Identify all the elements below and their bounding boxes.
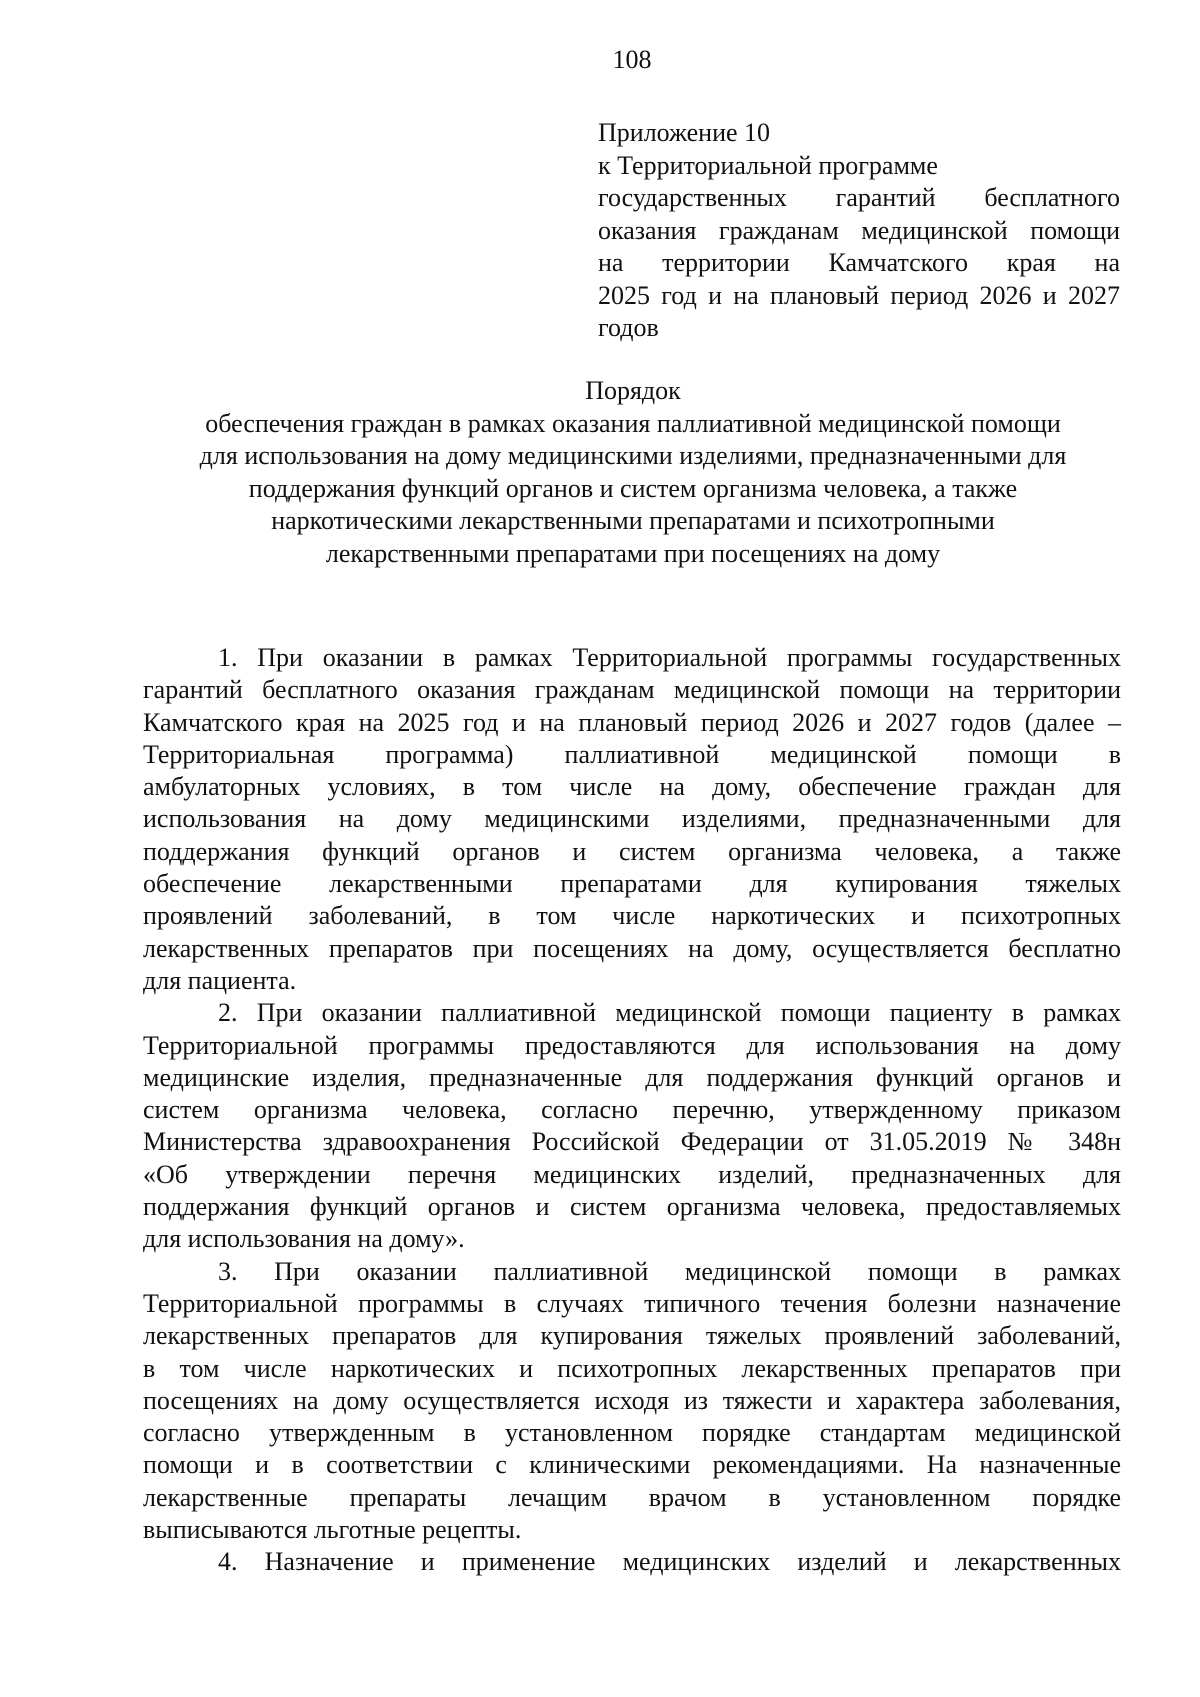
paragraph-3-line: выписываются льготные рецепты. [143, 1515, 522, 1545]
paragraph-1-line: Территориальная программа) паллиативной медицинской помощи в [143, 739, 1121, 769]
title-line: поддержания функций органов и систем организма человека, а также [248, 473, 1018, 503]
appendix-header [598, 117, 1120, 345]
paragraph-1-line: поддержания функций органов и систем организма человека, а также [143, 836, 1121, 866]
page-number: 108 [612, 45, 652, 74]
paragraph-1-line: гарантий бесплатного оказания гражданам медицинской помощи на территории [143, 675, 1121, 705]
title-line: для использования на дому медицинскими изделиями, предназначенными для [199, 441, 1067, 470]
paragraph-3-line: согласно утвержденным в установленном порядке стандартам медицинской [143, 1418, 1121, 1448]
appendix-line: оказания гражданам медицинской помощи [598, 215, 1120, 245]
paragraph-1-line: лекарственных препаратов при посещениях на дому, осуществляется бесплатно [143, 933, 1121, 963]
appendix-line: государственных гарантий бесплатного [598, 183, 1120, 212]
paragraph-3-line: лекарственные препараты лечащим врачом в установленном порядке [143, 1482, 1121, 1512]
paragraph-2-line: медицинские изделия, предназначенные для поддержания функций органов и [143, 1062, 1121, 1092]
paragraph-3-line: лекарственных препаратов для купирования тяжелых проявлений заболеваний, [143, 1321, 1121, 1351]
title-line: Порядок [585, 376, 681, 405]
paragraph-1-line: использования на дому медицинскими изделиями, предназначенными для [143, 804, 1121, 834]
paragraph-2-line: поддержания функций органов и систем организма человека, предоставляемых [143, 1192, 1121, 1222]
paragraph-3-line: 3. При оказании паллиативной медицинской помощи в рамках [218, 1256, 1121, 1286]
title-line: наркотическими лекарственными препаратами и психотропными [271, 506, 995, 535]
document-body [143, 642, 1121, 1579]
appendix-line: на территории Камчатского края на [598, 248, 1120, 277]
appendix-line: годов [598, 313, 659, 342]
paragraph-2-line: «Об утверждении перечня медицинских изделий, предназначенных для [143, 1159, 1121, 1189]
appendix-line: Приложение 10 [598, 118, 771, 147]
paragraph-2-line: Министерства здравоохранения Российской Федерации от 31.05.2019 № 348н [143, 1127, 1121, 1157]
paragraph-2-line: для использования на дому». [143, 1224, 465, 1254]
title-line: обеспечения граждан в рамках оказания паллиативной медицинской помощи [205, 408, 1061, 438]
paragraph-3-line: посещениях на дому осуществляется исходя из тяжести и характера заболевания, [143, 1385, 1121, 1415]
paragraph-2-line: 2. При оказании паллиативной медицинской помощи пациенту в рамках [218, 998, 1121, 1028]
paragraph-4-line: 4. Назначение и применение медицинских изделий и лекарственных [218, 1547, 1121, 1577]
paragraph-1-line: для пациента. [143, 965, 297, 995]
appendix-line: к Территориальной программе [598, 150, 938, 180]
paragraph-1-line: проявлений заболеваний, в том числе наркотических и психотропных [143, 901, 1121, 931]
paragraph-2-line: Территориальной программы предоставляются для использования на дому [143, 1030, 1121, 1060]
document-title [130, 375, 1136, 570]
title-line: лекарственными препаратами при посещениях на дому [325, 538, 941, 568]
paragraph-2-line: систем организма человека, согласно перечню, утвержденному приказом [143, 1095, 1121, 1125]
paragraph-1-line: обеспечение лекарственными препаратами для купирования тяжелых [143, 869, 1121, 899]
paragraph-1-line: амбулаторных условиях, в том числе на дому, обеспечение граждан для [143, 772, 1121, 802]
paragraph-3-line: в том числе наркотических и психотропных лекарственных препаратов при [143, 1353, 1121, 1383]
paragraph-3-line: помощи и в соответствии с клиническими рекомендациями. На назначенные [143, 1450, 1121, 1480]
appendix-line: 2025 год и на плановый период 2026 и 2027 [598, 280, 1120, 310]
paragraph-3-line: Территориальной программы в случаях типичного течения болезни назначение [143, 1288, 1121, 1318]
paragraph-1-line: Камчатского края на 2025 год и на плановый период 2026 и 2027 годов (далее – [143, 707, 1121, 737]
paragraph-1-line: 1. При оказании в рамках Территориальной программы государственных [218, 643, 1121, 672]
